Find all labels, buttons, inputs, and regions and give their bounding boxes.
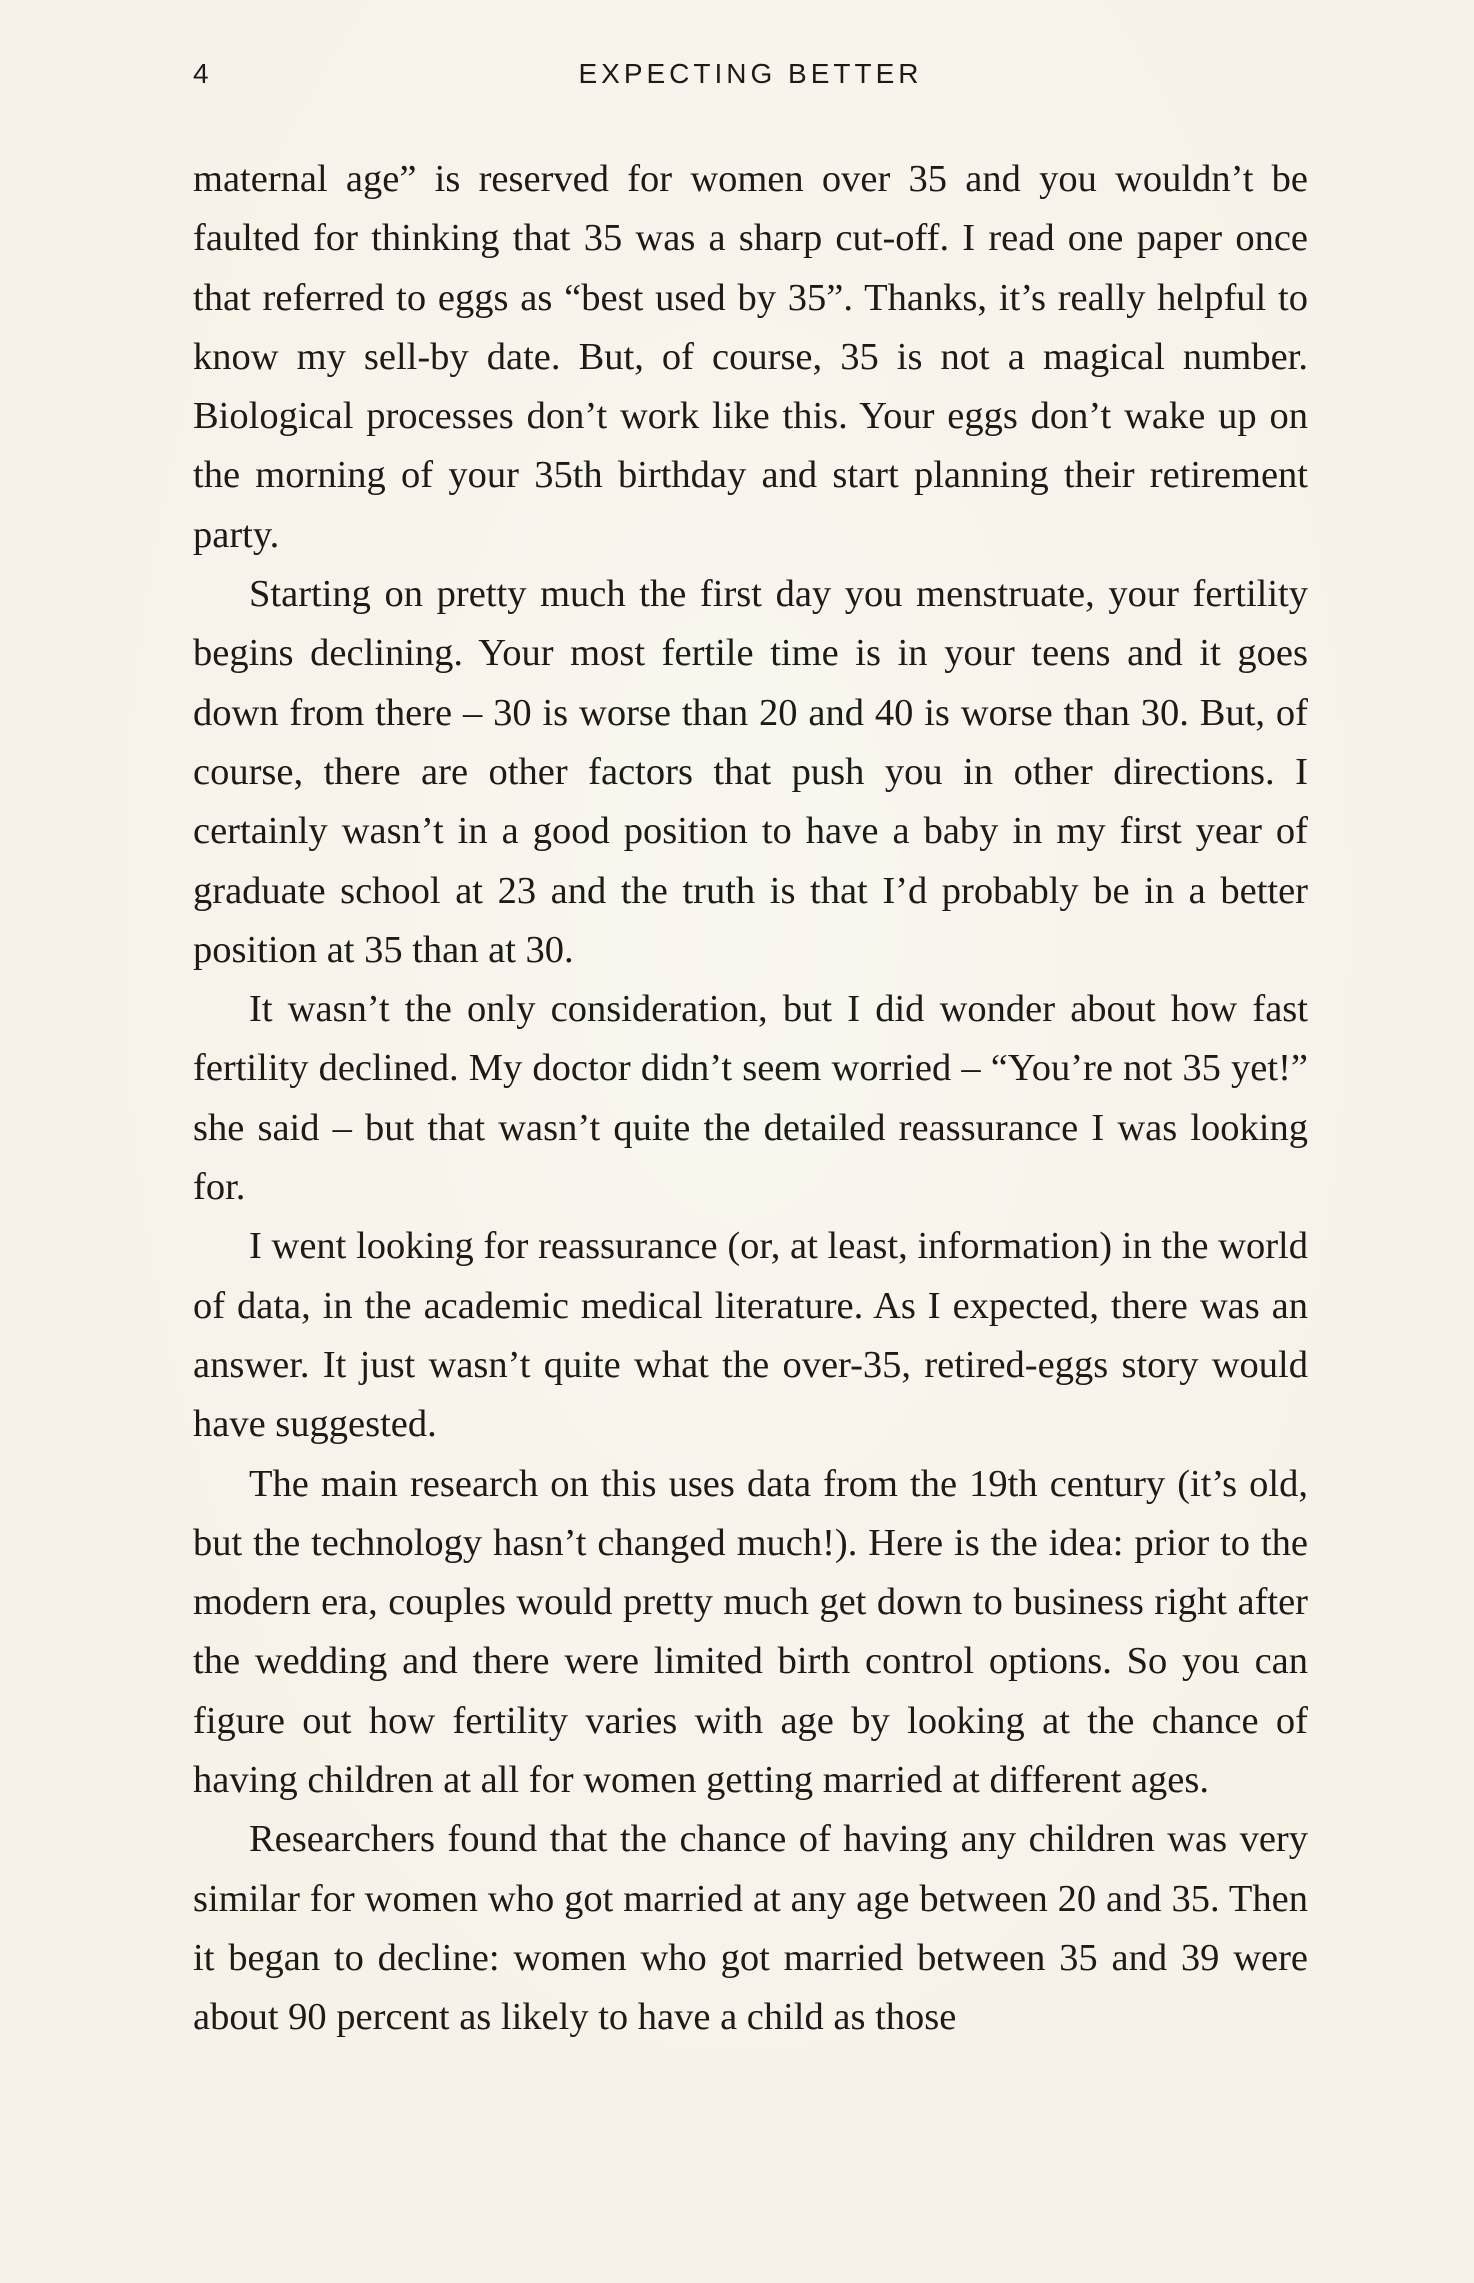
running-head [193, 58, 1308, 102]
paragraph-2: Starting on pretty much the first day you menstruate, your fertility begins declining. Your most fertile time is in your teens and it goes down from there – 30 is worse than 20 and 40 is worse than 30. But, of course, there are other factors that push you in other directions. I certainly wasn’t in a good position to have a baby in my first year of graduate school at 23 and the truth is that I’d probably be in a better position at 35 than at 30. [193, 573, 1308, 971]
paragraph-4: I went looking for reassurance (or, at least, information) in the world of data, in the academic medical literature. As I expected, there was an answer. It just wasn’t quite what the over-35, retired-eggs story would have suggested. [193, 1225, 1308, 1446]
book-title: EXPECTING BETTER [578, 58, 923, 89]
paragraph-6: Researchers found that the chance of having any children was very similar for women who got married at any age between 20 and 35. Then it began to decline: women who got married between 35 and 39 were about 90 percent as likely to have a child as those [193, 1818, 1308, 2039]
body-text [193, 150, 1308, 2048]
paragraph-5: The main research on this uses data from the 19th century (it’s old, but the technology hasn’t changed much!). Here is the idea: prior to the modern era, couples would pretty much get down to business right after the wedding and there were limited birth control options. So you can figure out how fertility varies with age by looking at the chance of having children at all for women getting married at different ages. [193, 1462, 1308, 1802]
page-number: 4 [193, 58, 210, 89]
paragraph-1: maternal age” is reserved for women over 35 and you wouldn’t be faulted for thinking that 35 was a sharp cut-off. I read one paper once that referred to eggs as “best used by 35”. Thanks, it’s really helpful to know my sell-by date. But, of course, 35 is not a magical number. Biological processes don’t work like this. Your eggs don’t wake up on the morning of your 35th birthday and start planning their retirement party. [193, 158, 1308, 556]
paragraph-3: It wasn’t the only consideration, but I did wonder about how fast fertility declined. My doctor didn’t seem worried – “You’re not 35 yet!” she said – but that wasn’t quite the detailed reassurance I was looking for. [193, 988, 1308, 1209]
